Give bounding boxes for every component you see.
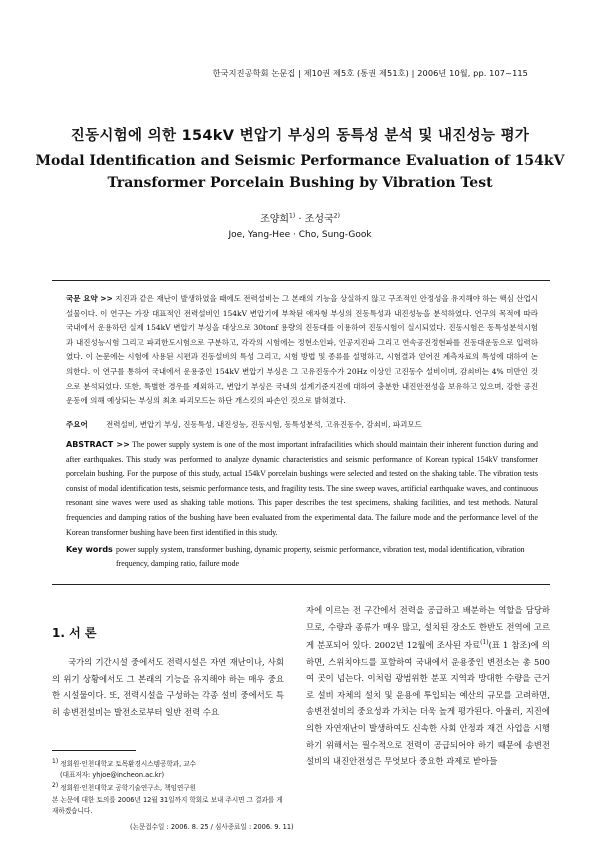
abstract-english (66, 438, 538, 540)
title-english (0, 150, 600, 194)
footnote-1-mark: 1) (52, 758, 59, 765)
footnote-rule (52, 750, 136, 751)
footnote-1-line2: (대표저자: yhjoe@incheon.ac.kr) (60, 771, 165, 780)
keywords-korean-label: 주요어 (66, 420, 88, 429)
footnote-2-line1: 정회원·인천대학교 공학기술연구소, 책임연구원 (60, 784, 197, 793)
keywords-english-text: power supply system, transformer bushing, dynamic property, seismic performance, vibration test, modal identification, vibration frequency, damping ratio, failure mode (116, 545, 525, 568)
authors-english: Joe, Yang-Hee · Cho, Sung-Gook (228, 230, 372, 240)
intro-right-text-part1: 자에 이르는 전 구간에서 전력을 공급하고 배분하는 역할을 담당하므로, 수량과 종류가 매우 많고, 설치된 장소도 한반도 전역에 고르게 분포되어 있다. 2002년 12월에 조사된 자료 (306, 605, 550, 650)
footnote-1 (52, 756, 284, 781)
abstract-korean-label: 국문 요약 >> (66, 294, 113, 303)
abstract-english-text: The power supply system is one of the most important infrafacilities which should maintain their inherent function during and after earthquakes. This study was performed to analyze dynamic characteristics and seismic performance of Korean typical 154kV transformer porcelain bushing. For the purpose of this study, actual 154kV porcelain bushings were selected and tested on the shaking table. The vibration tests consist of modal identification tests, seismic performance tests, and fragility tests. The sine sweep waves, artificial earthquake waves, and continuous resonant sine waves were used as shaking table motions. This paper describes the test specimens, shaking facilities, and test methods. Natural frequencies and damping ratios of the bushing have been evaluated from the experimental data. The failure mode and the performance level of the Korean transformer bushing have been first identified in this study. (66, 440, 538, 537)
abstract-top-rule (52, 280, 550, 281)
reference-mark: (1) (480, 639, 489, 647)
footnote-2-mark: 2) (52, 782, 59, 789)
title-korean: 진동시험에 의한 154kV 변압기 부싱의 동특성 분석 및 내진성능 평가 (70, 128, 530, 144)
abstract-english-label: ABSTRACT >> (66, 440, 130, 449)
authors-korean (0, 210, 600, 225)
abstract-korean-text: 지진과 같은 재난이 발생하였을 때에도 전력설비는 그 본래의 기능을 상실하지 않고 구조적인 안정성을 유지해야 하는 핵심 산업시설물이다. 이 연구는 가장 대표적인 전력설비인 154kV 변압기에 부착된 애자형 부싱의 진동특성과 내진성능을 분석하였다. 연구의 목적에 따라 국내에서 운용하던 실제 154kV 변압기 부싱을 대상으로 30tonf 용량의 진동대를 이용하여 진동시험이 실시되었다. 진동시험은 동특성분석시험과 내진성능시험 그리고 파괴한도시험으로 구분하고, 각각의 시험에는 정현소인파, 인공지진파 그리고 연속공진정현파를 진동대운동으로 입력하였다. 이 논문에는 시험에 사용된 시편과 진동설비의 특성 그리고, 시험 방법 및 종류를 설명하고, 시험결과 얻어진 계측자료의 특성에 대하여 논의한다. 이 연구를 통하여 국내에서 운용중인 154kV 변압기 부싱은 그 고유진동수가 20Hz 이상인 고진동수 설비이며, 감쇠비는 4% 미만인 것으로 분석되었다. 또한, 특별한 경우를 제외하고, 변압기 부싱은 국내의 설계기준지진에 대하여 충분한 내진안전성을 보유하고 있으며, 강한 공진운동에 의해 예상되는 부싱의 최초 파괴모드는 하단 개스킷의 파손인 것으로 밝혀졌다. (66, 294, 538, 406)
author2-affil-mark: 2) (333, 212, 340, 220)
intro-right-column (306, 602, 550, 770)
author1-name: 조양희 (260, 214, 290, 225)
submission-dates: (논문접수일 : 2006. 8. 25 / 심사종료일 : 2006. 9. 11) (130, 823, 294, 831)
keywords-korean-text: 전력설비, 변압기 부싱, 진동특성, 내진성능, 진동시험, 동특성분석, 고유진동수, 감쇠비, 파괴모드 (106, 420, 422, 429)
abstract-bottom-rule (52, 584, 550, 585)
author-separator: · (295, 214, 305, 225)
intro-left-column: 국가의 기간시설 중에서도 전력시설은 자연 재난이나, 사회의 위기 상황에서도 그 본래의 기능을 유지해야 하는 매우 중요한 시설물이다. 또, 전력시설을 구성하는 각종 설비 중에서도 특히 송변전설비는 발전소로부터 일반 전력 수요 (52, 657, 284, 717)
author2-name: 조성국 (304, 214, 334, 225)
discussion-note: 본 논문에 대한 토의를 2006년 12월 31일까지 학회로 보내 주시면 그 결과를 게재하겠습니다. (52, 796, 283, 815)
footnote-1-line1: 정회원·인천대학교 토목환경시스템공학과, 교수 (60, 760, 197, 769)
intro-right-text-part2: (표 1 참조)에 의하면, 스위치야드를 포함하여 국내에서 운용중인 변전소는 총 500여 곳이 넘는다. 이처럼 광범위한 분포 지역과 방대한 수량을 근거로 설비 자체의 설치 및 운용에 투입되는 예산의 규모를 고려하면, 송변전설비의 중요성과 가치는 더욱 높게 평가된다. 아울러, 지진에 의한 자연재난이 발생하여도 신속한 사회 안정과 재건 사업을 시행하기 위해서는 필수적으로 전력이 공급되어야 하기 때문에 송변전설비의 내진안전성은 무엇보다 중요한 과제로 받아들 (306, 639, 550, 767)
journal-info: 한국지진공학회 논문집 | 제10권 제5호 (통권 제51호) | 2006년 10월, pp. 107~115 (212, 68, 528, 78)
author1-affil-mark: 1) (289, 212, 296, 220)
footnote-2 (52, 780, 284, 794)
abstract-korean (66, 292, 538, 409)
keywords-korean (66, 419, 538, 430)
section-heading-introduction: 1. 서 론 (52, 626, 97, 640)
title-english-line2: Transformer Porcelain Bushing by Vibration Test (107, 175, 493, 191)
keywords-english-label: Key words (66, 545, 113, 554)
title-english-line1: Modal Identification and Seismic Performance Evaluation of 154kV (35, 153, 565, 169)
keywords-english (66, 543, 538, 571)
